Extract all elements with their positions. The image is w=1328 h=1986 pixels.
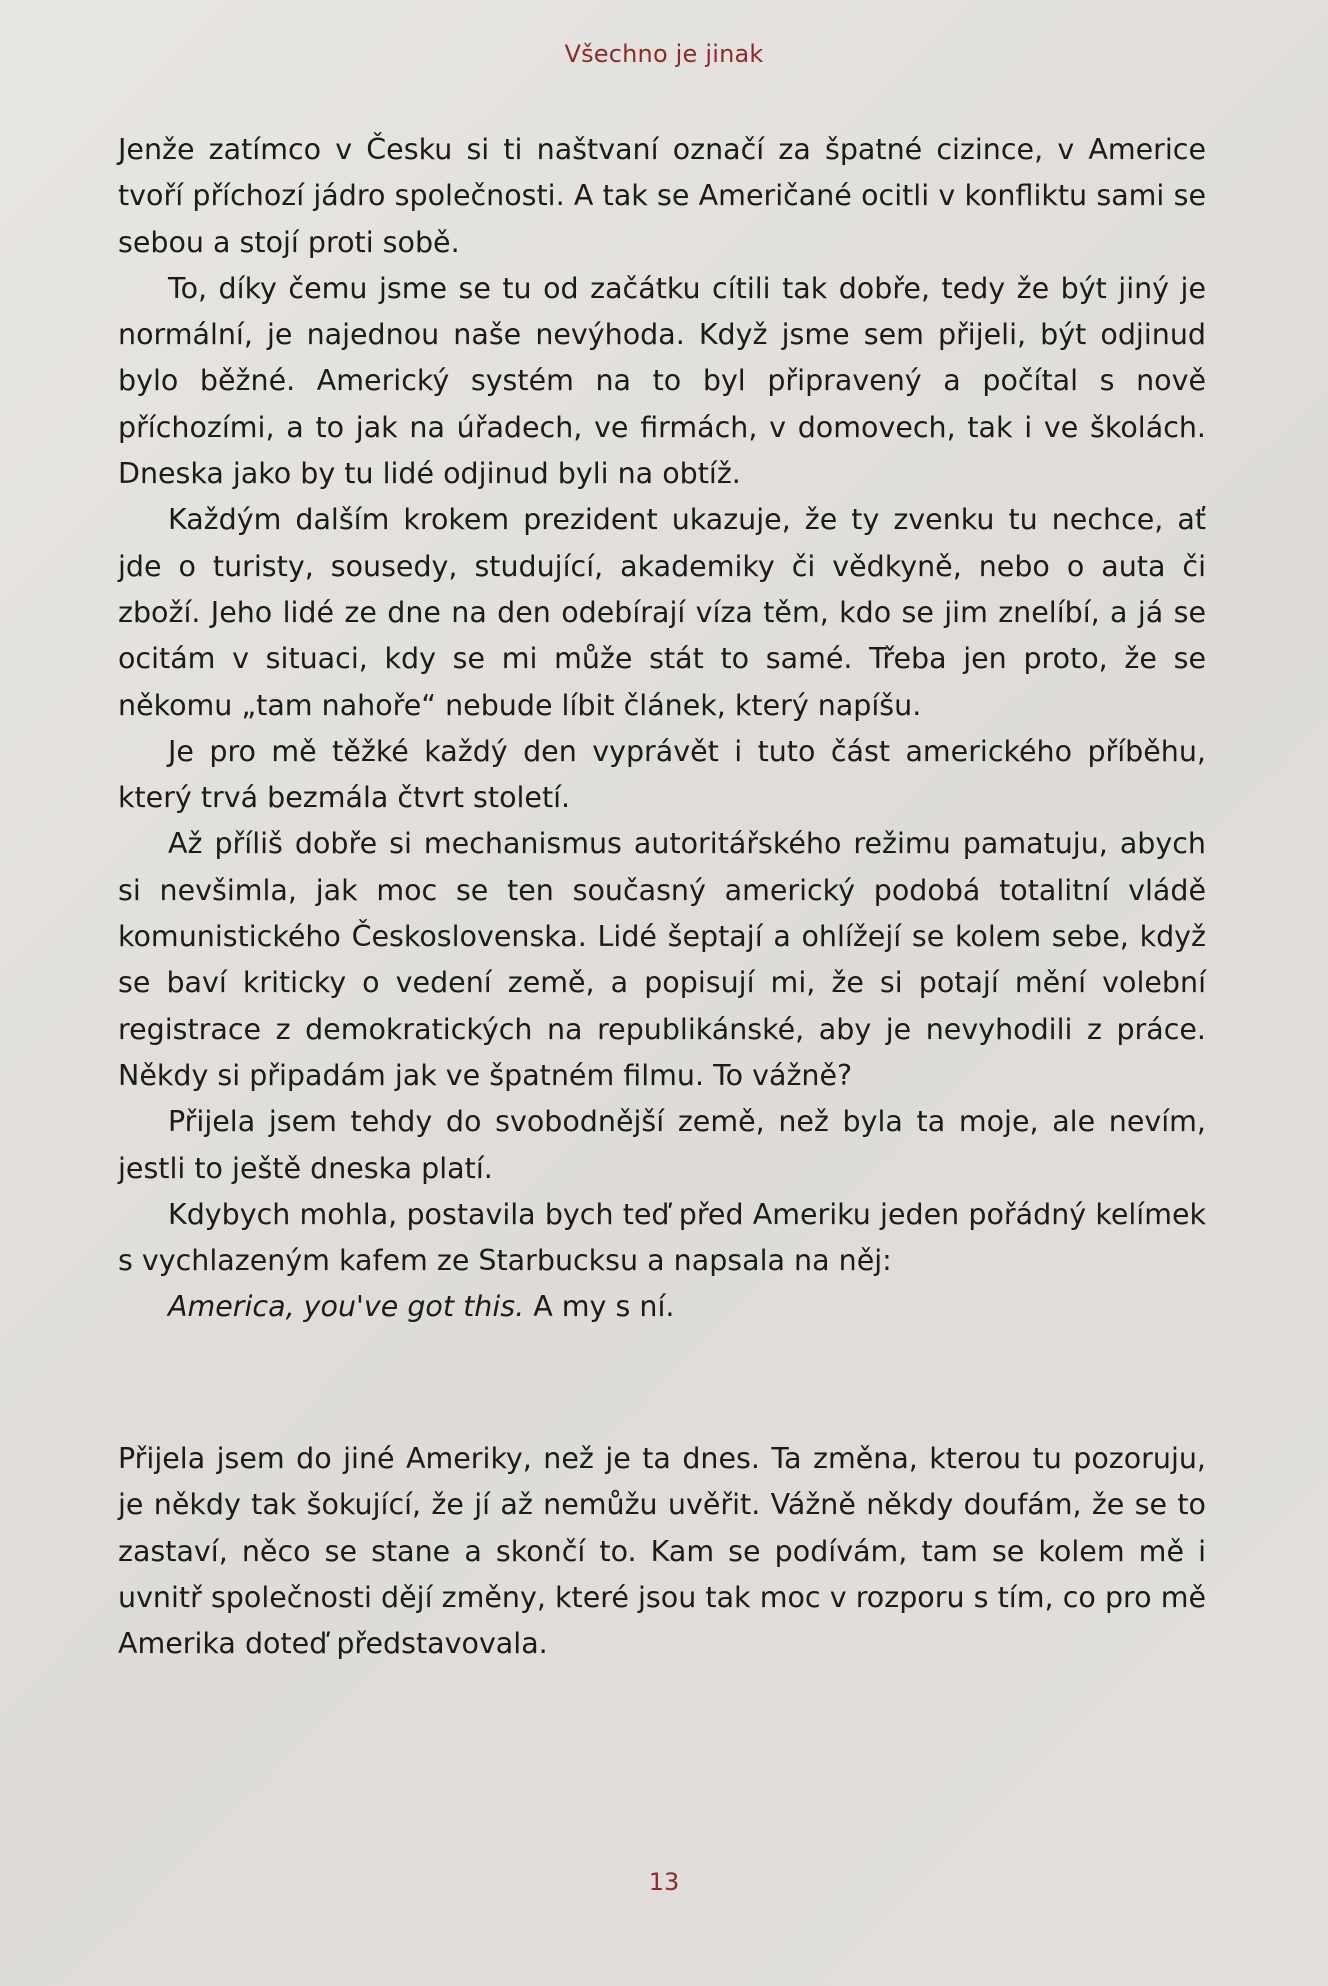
paragraph-2: To, díky čemu jsme se tu od začátku cítili tak dobře, tedy že být jiný je normální, je najednou naše nevýhoda. Když jsme sem přijeli, být odjinud bylo běžné. Americký systém na to byl připravený a počítal s nově příchozími, a to jak na úřadech, ve firmách, v domovech, tak i ve školách. Dneska jako by tu lidé odjinud byli na obtíž. <box>118 271 1206 491</box>
closing-section <box>118 1436 1206 1667</box>
paragraph-3: Každým dalším krokem prezident ukazuje, že ty zvenku tu nechce, ať jde o turisty, sousedy, studující, akademiky či vědkyně, nebo o auta či zboží. Jeho lidé ze dne na den odebírají víza těm, kdo se jim znelíbí, a já se ocitám v situaci, kdy se mi může stát to samé. Třeba jen proto, že se někomu „tam nahoře“ nebude líbit článek, který napíšu. <box>118 503 1206 722</box>
paragraph-8 <box>118 1284 1206 1330</box>
paragraph-7: Kdybych mohla, postavila bych teď před Ameriku jeden pořádný kelímek s vychlazeným kafem ze Starbucksu a napsala na něj: <box>118 1197 1206 1278</box>
paragraph-6: Přijela jsem tehdy do svobodnější země, než byla ta moje, ale nevím, jestli to ještě dneska platí. <box>118 1105 1206 1185</box>
main-text <box>118 127 1206 1331</box>
closing-paragraph: Přijela jsem do jiné Ameriky, než je ta dnes. Ta změna, kterou tu pozoruju, je někdy tak šokující, že jí až nemůžu uvěřit. Vážně někdy doufám, že se to zastaví, něco se stane a skončí to. Kam se podívám, tam se kolem mě i uvnitř společnosti dějí změny, které jsou tak moc v rozporu s tím, co pro mě Amerika doteď představovala. <box>118 1442 1206 1661</box>
paragraph-5: Až příliš dobře si mechanismus autoritářského režimu pamatuju, abych si nevšimla, jak moc se ten současný americký podobá totalitní vládě komunistického Československa. Lidé šeptají a ohlížejí se kolem sebe, když se baví kriticky o vedení země, a popisují mi, že si potají mění volební registrace z demokratických na republikánské, aby je nevyhodili z práce. Někdy si připadám jak ve špatném filmu. To vážně? <box>118 827 1206 1092</box>
page-number: 13 <box>648 1868 680 1896</box>
running-header: Všechno je jinak <box>564 40 764 68</box>
italic-phrase: America, you've got this. <box>168 1290 525 1324</box>
paragraph-8-tail: A my s ní. <box>524 1290 675 1324</box>
paragraph-1: Jenže zatímco v Česku si ti naštvaní označí za špatné cizince, v Americe tvoří příchozí jádro společnosti. A tak se Američané ocitli v konfliktu sami se sebou a stojí proti sobě. <box>118 133 1206 259</box>
paragraph-4: Je pro mě těžké každý den vyprávět i tuto část amerického příběhu, který trvá bezmála čtvrt století. <box>118 734 1206 815</box>
